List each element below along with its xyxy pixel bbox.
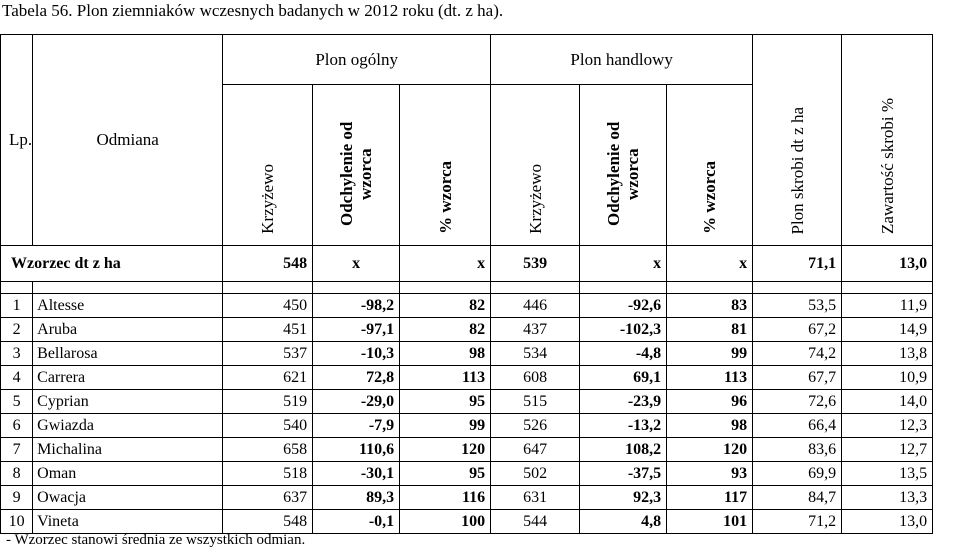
- row-ph-proc: 98: [667, 414, 753, 438]
- table-row: [1, 414, 933, 438]
- yield-table: [0, 34, 933, 534]
- wzorzec-ph-krzyzewo: 539: [491, 246, 580, 282]
- row-po-krzyzewo: 537: [223, 342, 313, 366]
- row-ph-odchylenie: 69,1: [580, 366, 667, 390]
- header-plon-skrobi-cell: [753, 35, 842, 246]
- table-row: [1, 342, 933, 366]
- row-ph-krzyzewo: 608: [491, 366, 580, 390]
- row-lp: 10: [1, 510, 33, 534]
- header-plon-ogolny: Plon ogólny: [223, 35, 491, 85]
- row-plon-skrobi: 83,6: [753, 438, 842, 462]
- table-row: [1, 510, 933, 534]
- row-po-proc: 100: [400, 510, 491, 534]
- header-ph-krzyzewo-cell: [491, 85, 580, 246]
- row-zawartosc: 13,0: [842, 510, 933, 534]
- wzorzec-po-odchylenie: x: [313, 246, 400, 282]
- row-po-proc: 113: [400, 366, 491, 390]
- row-plon-skrobi: 67,2: [753, 318, 842, 342]
- row-ph-proc: 117: [667, 486, 753, 510]
- row-ph-odchylenie: -92,6: [580, 294, 667, 318]
- spacer-row: [1, 282, 933, 294]
- row-po-odchylenie: -7,9: [313, 414, 400, 438]
- wzorzec-zawartosc: 13,0: [842, 246, 933, 282]
- row-plon-skrobi: 72,6: [753, 390, 842, 414]
- row-po-proc: 95: [400, 462, 491, 486]
- table-row: [1, 486, 933, 510]
- row-odmiana: Cyprian: [33, 390, 223, 414]
- row-zawartosc: 12,7: [842, 438, 933, 462]
- header-po-proc-cell: [400, 85, 491, 246]
- row-lp: 3: [1, 342, 33, 366]
- row-plon-skrobi: 71,2: [753, 510, 842, 534]
- header-ph-proc: % wzorca: [700, 161, 720, 234]
- row-po-krzyzewo: 450: [223, 294, 313, 318]
- row-zawartosc: 13,8: [842, 342, 933, 366]
- row-odmiana: Vineta: [33, 510, 223, 534]
- header-zawartosc-skrobi: Zawartość skrobi %: [877, 98, 897, 234]
- row-po-proc: 120: [400, 438, 491, 462]
- header-po-krzyzewo-cell: [223, 85, 313, 246]
- row-zawartosc: 14,0: [842, 390, 933, 414]
- row-ph-proc: 120: [667, 438, 753, 462]
- row-zawartosc: 13,5: [842, 462, 933, 486]
- table-row: [1, 366, 933, 390]
- header-odmiana: Odmiana: [33, 35, 223, 246]
- header-ph-odchylenie-cell: [580, 85, 667, 246]
- row-po-odchylenie: 110,6: [313, 438, 400, 462]
- row-po-odchylenie: 89,3: [313, 486, 400, 510]
- row-ph-krzyzewo: 647: [491, 438, 580, 462]
- row-po-proc: 95: [400, 390, 491, 414]
- table-title: Tabela 56. Plon ziemniaków wczesnych badanych w 2012 roku (dt. z ha).: [2, 1, 504, 20]
- row-ph-krzyzewo: 502: [491, 462, 580, 486]
- header-po-proc: % wzorca: [435, 161, 455, 234]
- row-po-odchylenie: -10,3: [313, 342, 400, 366]
- header-po-odchylenie: Odchylenie od wzorca: [337, 121, 376, 227]
- row-odmiana: Aruba: [33, 318, 223, 342]
- header-ph-odchylenie: Odchylenie od wzorca: [604, 121, 643, 227]
- wzorzec-plon-skrobi: 71,1: [753, 246, 842, 282]
- row-plon-skrobi: 84,7: [753, 486, 842, 510]
- row-ph-odchylenie: -102,3: [580, 318, 667, 342]
- row-ph-krzyzewo: 544: [491, 510, 580, 534]
- header-ph-proc-cell: [667, 85, 753, 246]
- row-odmiana: Altesse: [33, 294, 223, 318]
- row-po-krzyzewo: 518: [223, 462, 313, 486]
- row-lp: 4: [1, 366, 33, 390]
- row-ph-odchylenie: 92,3: [580, 486, 667, 510]
- row-po-krzyzewo: 540: [223, 414, 313, 438]
- row-po-krzyzewo: 637: [223, 486, 313, 510]
- row-odmiana: Carrera: [33, 366, 223, 390]
- row-ph-proc: 113: [667, 366, 753, 390]
- row-po-krzyzewo: 519: [223, 390, 313, 414]
- row-lp: 1: [1, 294, 33, 318]
- row-po-proc: 99: [400, 414, 491, 438]
- header-lp: Lp.: [1, 35, 33, 246]
- row-lp: 7: [1, 438, 33, 462]
- row-po-proc: 82: [400, 318, 491, 342]
- row-po-proc: 98: [400, 342, 491, 366]
- row-ph-proc: 99: [667, 342, 753, 366]
- header-po-odchylenie-cell: [313, 85, 400, 246]
- row-po-odchylenie: 72,8: [313, 366, 400, 390]
- row-po-krzyzewo: 621: [223, 366, 313, 390]
- row-lp: 5: [1, 390, 33, 414]
- row-po-krzyzewo: 548: [223, 510, 313, 534]
- row-plon-skrobi: 53,5: [753, 294, 842, 318]
- row-odmiana: Michalina: [33, 438, 223, 462]
- row-odmiana: Gwiazda: [33, 414, 223, 438]
- row-po-krzyzewo: 451: [223, 318, 313, 342]
- row-ph-krzyzewo: 515: [491, 390, 580, 414]
- row-po-proc: 82: [400, 294, 491, 318]
- header-plon-handlowy: Plon handlowy: [491, 35, 753, 85]
- row-ph-proc: 83: [667, 294, 753, 318]
- row-lp: 6: [1, 414, 33, 438]
- table-row: [1, 462, 933, 486]
- row-ph-proc: 101: [667, 510, 753, 534]
- table-row: [1, 390, 933, 414]
- table-row: [1, 318, 933, 342]
- header-zawartosc-skrobi-cell: [842, 35, 933, 246]
- row-plon-skrobi: 66,4: [753, 414, 842, 438]
- header-plon-skrobi: Plon skrobi dt z ha: [787, 106, 807, 234]
- row-po-odchylenie: -0,1: [313, 510, 400, 534]
- row-zawartosc: 12,3: [842, 414, 933, 438]
- row-ph-odchylenie: -4,8: [580, 342, 667, 366]
- wzorzec-row: [1, 246, 933, 282]
- row-ph-odchylenie: -37,5: [580, 462, 667, 486]
- row-lp: 9: [1, 486, 33, 510]
- row-lp: 2: [1, 318, 33, 342]
- row-ph-odchylenie: 108,2: [580, 438, 667, 462]
- row-ph-odchylenie: 4,8: [580, 510, 667, 534]
- row-zawartosc: 11,9: [842, 294, 933, 318]
- footnote: - Wzorzec stanowi średnia ze wszystkich odmian.: [6, 532, 306, 548]
- wzorzec-ph-odchylenie: x: [580, 246, 667, 282]
- row-ph-krzyzewo: 534: [491, 342, 580, 366]
- row-plon-skrobi: 67,7: [753, 366, 842, 390]
- row-ph-krzyzewo: 446: [491, 294, 580, 318]
- header-ph-krzyzewo: Krzyżewo: [525, 164, 545, 234]
- row-ph-krzyzewo: 437: [491, 318, 580, 342]
- wzorzec-po-proc: x: [400, 246, 491, 282]
- row-po-odchylenie: -97,1: [313, 318, 400, 342]
- row-plon-skrobi: 74,2: [753, 342, 842, 366]
- row-ph-krzyzewo: 631: [491, 486, 580, 510]
- row-po-odchylenie: -30,1: [313, 462, 400, 486]
- wzorzec-ph-proc: x: [667, 246, 753, 282]
- row-zawartosc: 14,9: [842, 318, 933, 342]
- row-po-proc: 116: [400, 486, 491, 510]
- row-odmiana: Owacja: [33, 486, 223, 510]
- row-odmiana: Bellarosa: [33, 342, 223, 366]
- table-row: [1, 438, 933, 462]
- row-zawartosc: 13,3: [842, 486, 933, 510]
- wzorzec-label: Wzorzec dt z ha: [1, 246, 223, 282]
- row-po-krzyzewo: 658: [223, 438, 313, 462]
- header-po-krzyzewo: Krzyżewo: [258, 164, 278, 234]
- row-zawartosc: 10,9: [842, 366, 933, 390]
- row-odmiana: Oman: [33, 462, 223, 486]
- row-lp: 8: [1, 462, 33, 486]
- row-ph-krzyzewo: 526: [491, 414, 580, 438]
- row-ph-odchylenie: -13,2: [580, 414, 667, 438]
- row-ph-proc: 96: [667, 390, 753, 414]
- table-row: [1, 294, 933, 318]
- row-po-odchylenie: -29,0: [313, 390, 400, 414]
- wzorzec-po-krzyzewo: 548: [223, 246, 313, 282]
- row-po-odchylenie: -98,2: [313, 294, 400, 318]
- row-ph-odchylenie: -23,9: [580, 390, 667, 414]
- row-ph-proc: 81: [667, 318, 753, 342]
- row-plon-skrobi: 69,9: [753, 462, 842, 486]
- row-ph-proc: 93: [667, 462, 753, 486]
